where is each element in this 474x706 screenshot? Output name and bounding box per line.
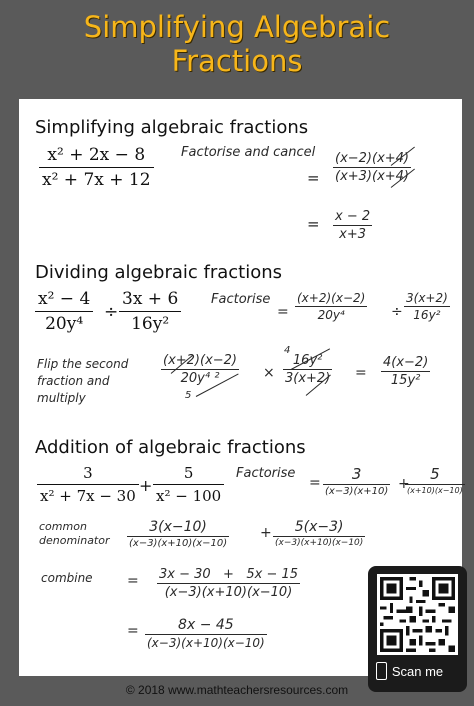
section2-step2-times: ×	[263, 365, 275, 381]
denominator: x² + 7x + 12	[42, 170, 151, 190]
footer-copyright: © 2018 www.mathteachersresources.com	[125, 683, 349, 697]
denominator: 20y⁴	[45, 314, 84, 334]
denominator: (x−3)(x+10)(x−10)	[275, 538, 364, 548]
numerator: (x+2)(x−2)	[163, 353, 238, 368]
denominator: x+3	[339, 227, 366, 242]
numerator: 3	[351, 465, 362, 483]
qr-code-image[interactable]	[377, 574, 458, 655]
fraction-bar	[381, 371, 430, 372]
section2-step2-fraction-1	[161, 353, 239, 386]
cancel-factor-5: 5	[185, 390, 192, 401]
cancel-factor-4: 4	[284, 345, 291, 356]
section3-heading: Addition of algebraic fractions	[35, 437, 306, 458]
section3-combine-note: combine	[41, 571, 93, 585]
section3-step2-plus: +	[260, 525, 272, 541]
fraction-bar	[404, 306, 450, 307]
section1-step1-equals: =	[307, 169, 320, 187]
numerator: 5	[183, 464, 194, 482]
numerator: x² − 4	[38, 289, 91, 309]
fraction-bar	[119, 311, 181, 312]
numerator: 4(x−2)	[383, 355, 429, 370]
section3-step1-fraction-2	[405, 465, 465, 495]
title-line-2: Fractions	[171, 44, 303, 78]
numerator: 5(x−3)	[294, 519, 344, 535]
section2-flip-note	[37, 356, 128, 407]
denominator: 16y²	[413, 308, 441, 322]
denominator: (x−3)(x+10)(x−10)	[164, 585, 293, 600]
note-line: multiply	[37, 391, 86, 405]
fraction-bar	[39, 167, 154, 168]
denominator: (x−3)(x+10)(x−10)	[147, 636, 265, 650]
numerator: (x−2)(x+4)	[335, 151, 410, 166]
fraction-bar	[405, 484, 465, 485]
numerator: 3x − 30 + 5x − 15	[159, 567, 299, 582]
numerator: 3	[83, 464, 93, 482]
section2-problem-fraction-1	[35, 289, 93, 334]
title-line-1: Simplifying Algebraic	[83, 10, 391, 44]
section3-problem-fraction-1	[37, 464, 139, 505]
numerator: 3(x+2)	[406, 291, 448, 305]
section3-step1-plus: +	[398, 476, 410, 492]
numerator: x − 2	[335, 209, 371, 224]
fraction-bar	[333, 225, 372, 226]
denominator: x² + 7x − 30	[40, 487, 136, 505]
divide-sign: ÷	[104, 302, 119, 322]
note-line: Flip the second	[37, 357, 129, 371]
numerator: 3(x−10)	[149, 519, 207, 535]
section1-heading: Simplifying algebraic fractions	[35, 117, 309, 138]
denominator: (x−3)(x+10)	[325, 486, 389, 497]
fraction-bar	[333, 167, 411, 168]
fraction-bar	[273, 536, 365, 537]
denominator: 20y⁴ ²	[180, 371, 220, 386]
note-line: common	[39, 520, 87, 533]
section3-step3-equals: =	[127, 573, 139, 589]
qr-code-card[interactable]	[368, 566, 467, 692]
scan-me-label: Scan me	[391, 664, 444, 679]
denominator: x² − 100	[156, 487, 222, 505]
numerator: 5	[430, 465, 440, 483]
section2-heading: Dividing algebraic fractions	[35, 262, 283, 283]
section2-result-fraction	[381, 355, 430, 388]
section2-note: Factorise	[211, 292, 271, 307]
section2-step1-divide: ÷	[391, 304, 403, 320]
plus-sign: +	[139, 476, 153, 495]
section3-step4-fraction	[145, 617, 267, 650]
fraction-bar	[35, 311, 93, 312]
fraction-bar	[37, 484, 139, 485]
section2-step1-fraction-2	[404, 291, 450, 322]
section3-step4-equals: =	[127, 623, 139, 639]
denominator: 16y²	[131, 314, 170, 334]
section1-note: Factorise and cancel	[181, 145, 316, 160]
section1-problem-fraction	[39, 145, 154, 190]
section1-step2-fraction	[333, 209, 372, 242]
section3-step2-fraction-1	[127, 519, 229, 549]
section3-step1-equals: =	[309, 475, 321, 491]
section3-note: Factorise	[236, 466, 296, 481]
numerator: 16y²	[292, 353, 323, 368]
numerator: 3x + 6	[122, 289, 179, 309]
denominator: (x+3)(x+4)	[335, 169, 410, 184]
fraction-bar	[145, 634, 267, 635]
numerator: (x+2)(x−2)	[297, 291, 366, 305]
denominator: (x+10)(x−10)	[407, 486, 463, 495]
fraction-bar	[127, 536, 229, 537]
denominator: 15y²	[390, 373, 421, 388]
fraction-bar	[323, 484, 390, 485]
denominator: (x−3)(x+10)(x−10)	[129, 538, 228, 549]
fraction-bar	[157, 583, 300, 584]
fraction-bar	[153, 484, 224, 485]
section2-step1-equals: =	[277, 304, 289, 320]
fraction-bar	[295, 306, 367, 307]
numerator: x² + 2x − 8	[47, 145, 146, 165]
denominator: 20y⁴	[317, 308, 345, 322]
numerator: 8x − 45	[178, 617, 234, 633]
section2-problem-fraction-2	[119, 289, 181, 334]
section1-step2-equals: =	[307, 215, 320, 233]
section3-step3-fraction	[157, 567, 300, 600]
section3-problem-fraction-2	[153, 464, 224, 505]
note-line: denominator	[39, 534, 110, 547]
denominator: 3(x+2)	[285, 371, 331, 386]
section3-step2-fraction-2	[273, 519, 365, 548]
page-title	[0, 10, 474, 78]
note-line: fraction and	[37, 374, 110, 388]
section3-step1-fraction-1	[323, 465, 390, 497]
section2-step1-fraction-1	[295, 291, 367, 322]
section2-step2-equals: =	[355, 365, 367, 381]
section3-common-denominator-note	[39, 520, 110, 548]
